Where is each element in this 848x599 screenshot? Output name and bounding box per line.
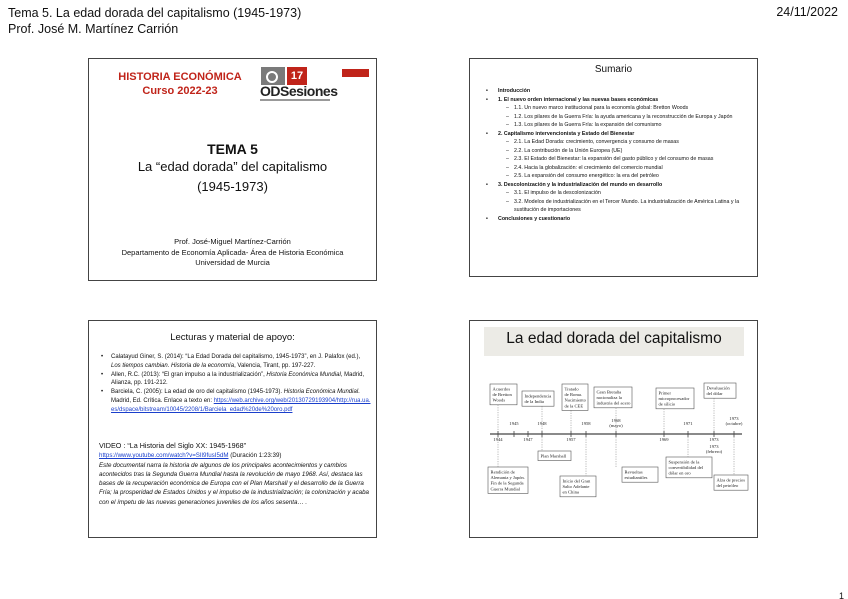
- timeline-year-label: 1969: [659, 437, 669, 442]
- event-treaty-rome-text: Tratado de Roma. Nacimiento de la CEE: [564, 386, 586, 409]
- summary-title: Sumario: [594, 64, 633, 75]
- video-label: VIDEO : “La Historia del Siglo XX: 1945-1968”: [99, 441, 247, 450]
- timeline-year-label: 1973 (febrero): [705, 444, 723, 454]
- summary-subsection: – 2.1. La Edad Dorada: crecimiento, convergencia y consumo de masas: [486, 138, 754, 147]
- page-number: 1: [838, 591, 844, 599]
- video-block: [99, 441, 371, 507]
- slide-title: [88, 58, 377, 281]
- summary-subsection: – 1.3. Los pilares de la Guerra Fría: la expansión del comunismo: [486, 121, 754, 130]
- reference-item: • Allen, R.C. (2013): “El gran impulso a la industrialización”, Historia Económica Mundial, Madrid, Alianza, pp. 191-212.: [99, 371, 371, 389]
- page-header: [8, 5, 301, 37]
- course-title: HISTORIA ECONÓMICA: [118, 71, 242, 83]
- event-surrender-text: Rendición de Alemania y Japón. Fin de la Segunda Guerra Mundial: [490, 469, 525, 492]
- event-student-revolts-text: Revueltas estudiantiles: [624, 469, 648, 481]
- summary-section: • 2. Capitalismo intervencionista y Estado del Bienestar: [486, 130, 754, 139]
- timeline-year-label: 1944: [493, 437, 503, 442]
- slide-summary: [469, 58, 758, 277]
- summary-section: • 1. El nuevo orden internacional y las nuevas bases económicas: [486, 96, 754, 105]
- timeline-diagram: [470, 321, 758, 538]
- author-name: Prof. José-Miguel Martínez-Carrión: [174, 237, 291, 246]
- event-marshall-text: Plan Marshall: [540, 453, 567, 459]
- timeline-year-label: 1973 (octubre): [725, 416, 743, 426]
- slide-years: (1945-1973): [197, 179, 268, 194]
- summary-section: • 3. Descolonización y la industrialización del mundo en desarrollo: [486, 181, 754, 190]
- course-year: Curso 2022-23: [142, 85, 218, 97]
- tema-label: TEMA 5: [207, 141, 258, 157]
- summary-subsection: – 2.3. El Estado del Bienestar: la expansión del gasto público y del consumo de masas: [486, 155, 754, 164]
- video-duration: (Duración 1:23:39): [228, 452, 282, 460]
- author-university: Universidad de Murcia: [195, 258, 270, 267]
- ods-number-badge: 17: [287, 67, 307, 85]
- event-great-leap-text: Inicio del Gran Salto Adelante en China: [562, 478, 591, 495]
- slide-readings: [88, 320, 377, 538]
- timeline-year-label: 1971: [683, 421, 693, 426]
- author-block: [89, 237, 376, 269]
- event-bretton-woods-text: Acuerdos de Bretton Woods: [492, 386, 512, 403]
- author-department: Departamento de Economía Aplicada- Área de Historia Económica: [121, 247, 344, 257]
- course-heading: [115, 70, 245, 98]
- reference-item: • Barciela, C. (2005): La edad de oro del capitalismo (1945-1973). Historia Económica Mundial. Madrid, Ed. Crítica. Enlace a texto en: https://web.archive.org/web/20130729193904/http://rua.ua.es/dspace/bitstream/10045/2208/1/Barciela_edad%20de%20oro.pdf: [99, 388, 371, 414]
- timeline-title: La edad dorada del capitalismo: [506, 330, 722, 347]
- video-description: Este documental narra la historia de algunos de los principales acontecimientos y cambios acontecidos tras la Segunda Guerra Mundial hasta la revolución de mayo 1968. Así, destaca las bases de la recuperación económica de Europa con el Plan Marshall y el desarrollo de la Guerra Fría; la prosperidad de Estados Unidos y el impulso de la industrialización; la colonización y acaba con el ímpetu de las nuevas generaciones juveniles de los años sesenta… .: [99, 461, 369, 506]
- timeline-year-label: 1948: [537, 421, 547, 426]
- readings-title: Lecturas y material de apoyo:: [170, 332, 295, 343]
- summary-list: [486, 87, 754, 223]
- event-india-text: Independencia de la India: [524, 393, 552, 405]
- timeline-year-label: 1957: [566, 437, 576, 442]
- event-gold-suspension-text: Suspensión de la convertibilidad del dólar en oro: [668, 459, 704, 476]
- timeline-year-label: 1945: [509, 421, 519, 426]
- summary-subsection: – 2.2. La contribución de la Unión Europea (UE): [486, 147, 754, 156]
- event-steel-text: Gran Bretaña nacionaliza la industria del acero: [596, 389, 631, 406]
- summary-section: • Conclusiones y cuestionario: [486, 215, 754, 224]
- header-title: Tema 5. La edad dorada del capitalismo (1945-1973): [8, 6, 302, 20]
- video-link[interactable]: https://www.youtube.com/watch?v=SlI9fusI5dM: [99, 452, 229, 460]
- summary-subsection: – 3.1. El impulso de la descolonización: [486, 189, 754, 198]
- university-logo-icon: [342, 69, 369, 77]
- summary-section: • Introducción: [486, 87, 754, 96]
- timeline-year-label: 1968 (mayo): [609, 418, 623, 428]
- event-microprocessor-text: Primer microprocesador de silicio: [658, 390, 690, 407]
- header-author: Prof. José M. Martínez Carrión: [8, 22, 179, 36]
- reference-link[interactable]: https://web.archive.org/web/20130729193904/http://rua.ua.es/dspace/bitstream/10045/2208/1/Barciela_edad%20de%20oro.pdf: [111, 397, 371, 413]
- summary-subsection: – 2.5. La expansión del consumo energético: la era del petróleo: [486, 172, 754, 181]
- event-devaluation-text: Devaluación del dólar: [706, 385, 730, 397]
- summary-subsection: – 1.2. Los pilares de la Guerra Fría: la ayuda americana y la reconstrucción de Europa y Japón: [486, 113, 754, 122]
- event-oil-prices-text: Alza de precios del petróleo: [716, 477, 746, 489]
- ods-logo-underline: [260, 99, 330, 101]
- timeline-year-label: 1958: [581, 421, 591, 426]
- summary-subsection: – 2.4. Hacia la globalización: el crecimiento del comercio mundial: [486, 164, 754, 173]
- slide-timeline: [469, 320, 758, 538]
- timeline-year-label: 1973: [709, 437, 719, 442]
- summary-subsection: – 1.1. Un nuevo marco institucional para la economía global: Bretton Woods: [486, 104, 754, 113]
- slide-subtitle: La “edad dorada” del capitalismo: [137, 159, 328, 174]
- reference-item: • Calatayud Giner, S. (2014): “La Edad Dorada del capitalismo, 1945-1973”, en J. Palafox (ed.), Los tiempos cambian. Historia de la economía, Valencia, Tirant, pp. 197-227.: [99, 353, 371, 371]
- summary-subsection: – 3.2. Modelos de industrialización en el Tercer Mundo. La industrialización de América Latina y la sustitución de importaciones: [486, 198, 754, 215]
- ods-logo-text: ODSesiones: [260, 83, 338, 99]
- timeline-year-label: 1947: [523, 437, 533, 442]
- reference-list: [99, 353, 371, 415]
- header-date: 24/11/2022: [776, 5, 838, 19]
